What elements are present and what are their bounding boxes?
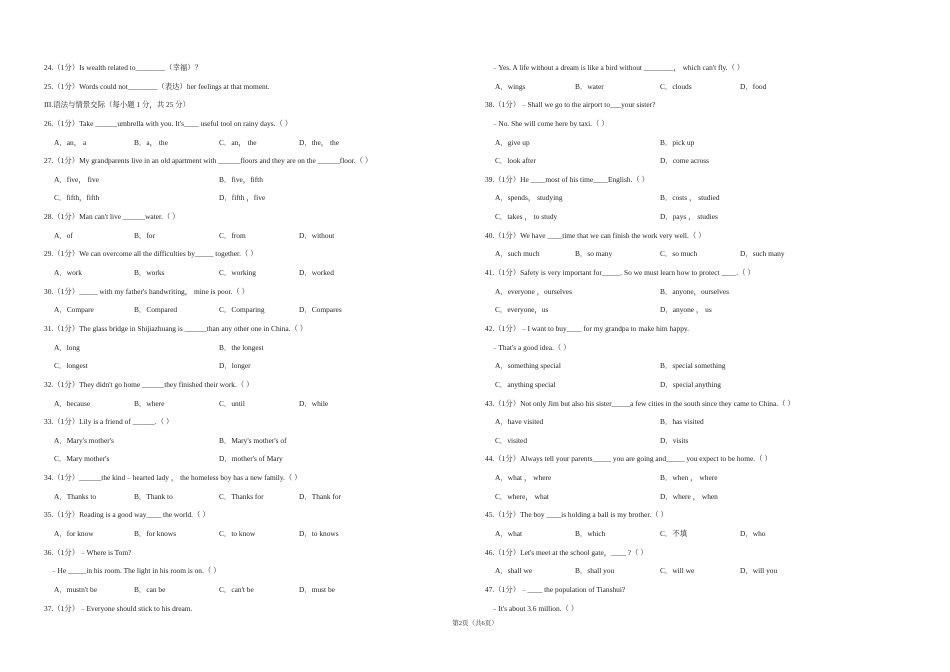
answer-option[interactable]: A．what	[495, 529, 523, 539]
answer-option[interactable]: A．everyone ，ourselves	[495, 286, 572, 296]
answer-option[interactable]: A．five， five	[54, 174, 99, 184]
option-row	[485, 491, 905, 510]
question-line: ﹣No. She will come here by taxi.（ ）	[491, 118, 609, 128]
question-line: 37.（1分）﹣Everyone should stick to his dream.	[44, 603, 193, 613]
answer-option[interactable]: B．shall you	[575, 566, 615, 576]
answer-option[interactable]: B．special something	[660, 361, 726, 371]
question-line: 46.（1分）Let's meet at the school gate，____ ?（ ）	[485, 547, 648, 557]
answer-option[interactable]: C．Thanks for	[219, 491, 264, 501]
answer-option[interactable]: C．can't be	[219, 584, 254, 594]
answer-option[interactable]: B．can be	[134, 584, 166, 594]
option-row	[485, 211, 905, 230]
answer-option[interactable]: C．takes ， to study	[495, 212, 558, 222]
answer-option[interactable]: D．to knows	[299, 529, 339, 539]
answer-option[interactable]: B．five，fifth	[219, 174, 263, 184]
answer-option[interactable]: D．come across	[660, 156, 710, 166]
answer-option[interactable]: C．until	[219, 398, 245, 408]
answer-option[interactable]: A．Compare	[54, 305, 94, 315]
option-row	[485, 248, 905, 267]
answer-option[interactable]: D．without	[299, 230, 335, 240]
answer-option[interactable]: C．Comparing	[219, 305, 265, 315]
answer-option[interactable]: D．must be	[299, 584, 335, 594]
question-line: ﹣He _____in his room. The light in his room is on.（ ）	[50, 566, 221, 576]
question-line: 26.（1分）Take ______umbrella with you. It's____ useful tool on rainy days.（ ）	[44, 118, 293, 128]
answer-option[interactable]: D．where ， when	[660, 491, 718, 501]
question-line: 24.（1分）Is wealth related to________（幸福）？	[44, 63, 203, 72]
question-line: 25.（1分）Words could not________（表达）her feelings at that moment.	[44, 81, 270, 91]
answer-option[interactable]: D．Thank for	[299, 491, 342, 501]
question-line: 40.（1分）We have ____time that we can finish the work very well.（ ）	[485, 230, 706, 240]
answer-option[interactable]: B．so many	[575, 249, 613, 259]
question-line: 29.（1分）We can overcome all the difficulties by_____ together.（ ）	[44, 249, 258, 259]
answer-option[interactable]: B．when ， where	[660, 473, 718, 483]
question-line: 28.（1分）Man can't live ______water.（ ）	[44, 212, 180, 222]
answer-option[interactable]: D．visits	[660, 435, 689, 445]
answer-option[interactable]: D．pays ， studies	[660, 212, 718, 222]
answer-option[interactable]: D．fifth ，five	[219, 193, 266, 203]
option-row	[44, 137, 464, 156]
question-line: 39.（1分）He ____most of his time____English.（ ）	[485, 174, 650, 184]
answer-option[interactable]: C．so much	[660, 249, 698, 259]
option-row	[485, 304, 905, 323]
answer-option[interactable]: B．costs ， studied	[660, 193, 720, 203]
answer-option[interactable]: C．visited	[495, 435, 528, 445]
option-row	[44, 398, 464, 417]
question-line: 44.（1分）Always tell your parents_____ you are going and_____ you expect to be home.（ ）	[485, 454, 772, 464]
answer-option[interactable]: D．special anything	[660, 379, 721, 389]
answer-option[interactable]: A．something special	[495, 361, 561, 371]
question-line: 43.（1分）Not only Jim but also his sister_____a few cities in the south since they came to China.（ ）	[485, 398, 795, 408]
question-line: 47.（1分）﹣____ the population of Tianshui?	[485, 584, 626, 594]
answer-option[interactable]: C．to know	[219, 529, 256, 539]
answer-option[interactable]: A．long	[54, 342, 80, 352]
answer-option[interactable]: C．will we	[660, 566, 695, 576]
answer-option[interactable]: B．pick up	[660, 137, 695, 147]
answer-option[interactable]: B．for knows	[134, 529, 177, 539]
question-line: 27.（1分）My grandparents live in an old apartment with ______floors and they are on the ______floor.（ ）	[44, 156, 373, 166]
question-line: 35.（1分）Reading is a good way____ the world.（ ）	[44, 510, 210, 520]
answer-option[interactable]: D．who	[740, 529, 766, 539]
option-row	[44, 453, 464, 472]
answer-option[interactable]: B．a， the	[134, 137, 168, 147]
answer-option[interactable]: B．which	[575, 529, 606, 539]
option-row	[485, 81, 905, 100]
question-line: 31.（1分）The glass bridge in Shijiazhuang is ______than any other one in China.（ ）	[44, 323, 308, 333]
option-row	[485, 192, 905, 211]
answer-option[interactable]: A．Thanks to	[54, 491, 97, 501]
answer-option[interactable]: A．an， a	[54, 137, 87, 147]
option-row	[485, 137, 905, 156]
answer-option[interactable]: C．everyone，us	[495, 305, 549, 315]
answer-option[interactable]: D．while	[299, 398, 329, 408]
answer-option[interactable]: B．Thank to	[134, 491, 173, 501]
answer-option[interactable]: B．has visited	[660, 417, 704, 427]
answer-option[interactable]: C．Mary mother's	[54, 454, 110, 464]
question-line: ﹣That's a good idea.（ ）	[491, 342, 571, 352]
question-line: 42.（1分）﹣I want to buy____ for my grandpa to make him happy.	[485, 323, 689, 333]
option-row	[485, 416, 905, 435]
answer-option[interactable]: B．for	[134, 230, 155, 240]
page-footer: 第2页（共6页）	[452, 620, 498, 627]
answer-option[interactable]: A．Mary's mother's	[54, 435, 114, 445]
answer-option[interactable]: D．worked	[299, 268, 334, 278]
answer-option[interactable]: D．such many	[740, 249, 785, 259]
option-row	[485, 528, 905, 547]
answer-option[interactable]: C．where， what	[495, 491, 549, 501]
question-line: 38.（1分）﹣Shall we go to the airport to___your sister?	[485, 100, 656, 110]
option-row	[485, 435, 905, 454]
answer-option[interactable]: A．wings	[495, 81, 526, 91]
left-column	[44, 62, 464, 621]
answer-option[interactable]: B．Mary's mother's of	[219, 435, 287, 445]
answer-option[interactable]: D．the， the	[299, 137, 340, 147]
option-row	[44, 360, 464, 379]
answer-option[interactable]: A．work	[54, 268, 82, 278]
question-line: ﹣Yes. A life without a dream is like a bird without ________， which can't fly.（ ）	[491, 63, 745, 72]
answer-option[interactable]: C．不填	[660, 529, 688, 539]
question-line: 33.（1分）Lily is a friend of ______.（ ）	[44, 417, 174, 427]
question-line: 32.（1分）They didn't go home ______they finished their work.（ ）	[44, 379, 254, 389]
answer-option[interactable]: C．working	[219, 268, 256, 278]
answer-option[interactable]: B．water	[575, 81, 604, 91]
option-row	[44, 491, 464, 510]
option-row	[44, 304, 464, 323]
answer-option[interactable]: D．Compares	[299, 305, 342, 315]
answer-option[interactable]: A．for know	[54, 529, 94, 539]
answer-option[interactable]: A．shall we	[495, 566, 533, 576]
option-row	[485, 286, 905, 305]
answer-option[interactable]: B．works	[134, 268, 165, 278]
option-row	[44, 267, 464, 286]
option-row	[485, 472, 905, 491]
answer-option[interactable]: B．anyone，ourselves	[660, 286, 729, 296]
option-row	[485, 360, 905, 379]
option-row	[485, 155, 905, 174]
answer-option[interactable]: D．mother's of Mary	[219, 454, 283, 464]
question-line: 41.（1分）Safety is very important for_____. So we must learn how to protect ____.（ ）	[485, 268, 755, 278]
answer-option[interactable]: C．longest	[54, 361, 88, 371]
question-line: 45.（1分）The boy ____is holding a ball is my brother.（ ）	[485, 510, 668, 520]
question-line: ﹣It's about 3.6 million.（ ）	[491, 603, 579, 613]
answer-option[interactable]: D．food	[740, 81, 767, 91]
option-row	[44, 230, 464, 249]
answer-option[interactable]: B．the longest	[219, 342, 264, 352]
option-row	[44, 192, 464, 211]
question-line: 30.（1分）_____ with my father's handwriting， mine is poor.（ ）	[44, 286, 249, 296]
answer-option[interactable]: A．have visited	[495, 417, 544, 427]
option-row	[44, 528, 464, 547]
answer-option[interactable]: D．will you	[740, 566, 778, 576]
option-row	[485, 565, 905, 584]
answer-option[interactable]: A．what ， where	[495, 473, 552, 483]
answer-option[interactable]: A．such much	[495, 249, 540, 259]
answer-option[interactable]: C．an， the	[219, 137, 257, 147]
option-row	[44, 435, 464, 454]
question-line: 36.（1分）﹣Where is Tom?	[44, 547, 132, 557]
answer-option[interactable]: C．look after	[495, 156, 536, 166]
answer-option[interactable]: C．anything special	[495, 379, 556, 389]
answer-option[interactable]: A．give up	[495, 137, 530, 147]
answer-option[interactable]: A．mustn't be	[54, 584, 98, 594]
option-row	[44, 174, 464, 193]
answer-option[interactable]: D．anyone ， us	[660, 305, 712, 315]
right-column	[485, 62, 905, 621]
answer-option[interactable]: A．spends， studying	[495, 193, 563, 203]
answer-option[interactable]: C．fifth，fifth	[54, 193, 100, 203]
option-row	[44, 342, 464, 361]
answer-option[interactable]: A．of	[54, 230, 73, 240]
answer-option[interactable]: B．where	[134, 398, 165, 408]
answer-option[interactable]: C．from	[219, 230, 246, 240]
question-line: 34.（1分）______the kind﹣hearted lady ， the homeless boy has a new family.（ ）	[44, 473, 302, 483]
option-row	[44, 584, 464, 603]
question-line: III.语法与情景交际（每小题 1 分，共 25 分）	[44, 100, 190, 110]
answer-option[interactable]: C．clouds	[660, 81, 692, 91]
answer-option[interactable]: B．Compared	[134, 305, 178, 315]
answer-option[interactable]: A．because	[54, 398, 91, 408]
option-row	[485, 379, 905, 398]
answer-option[interactable]: D．longer	[219, 361, 251, 371]
